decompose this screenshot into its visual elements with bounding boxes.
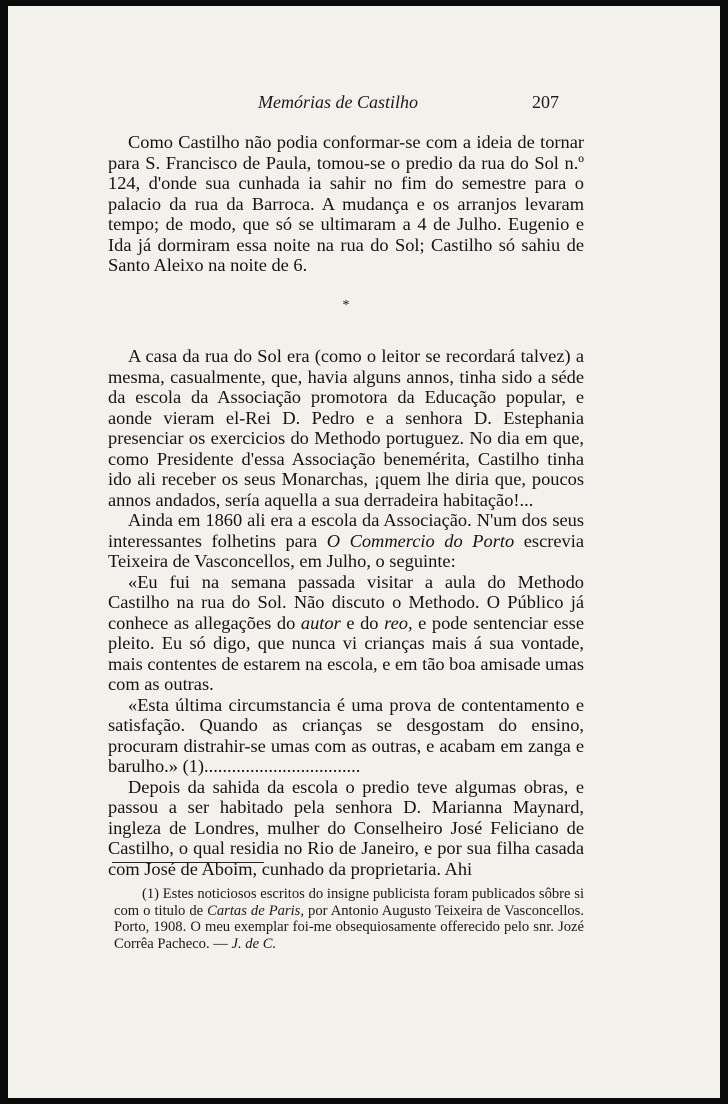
paragraph-1: Como Castilho não podia conformar-se com a ideia de tornar para S. Francisco de Paula, tomou-se o predio da rua do Sol n.º 124, d'onde sua cunhada ia sahir no fim do semestre para o palacio da rua da Barroca. A mudança e os arranjos levaram tempo; de modo, que só se ultimaram a 4 de Julho. Eugenio e Ida já dormiram essa noite na rua do Sol; Castilho só sahiu de Santo Aleixo na noite de 6.	[108, 132, 584, 275]
page-header	[8, 92, 720, 116]
footnote-text-end: por Antonio Augusto Teixeira de Vasconcellos. Porto, 1908. O meu exemplar foi-me obsequiosamente offerecido pelo snr. Jozé Corrêa Pacheco. —	[114, 902, 584, 952]
body-text	[108, 132, 584, 879]
paragraph-4-text-end: e pode sentenciar esse pleito. Eu só digo, que nunca vi crianças mais á sua vontade, mais contentes de estarem na escola, e em tão boa amisade umas com as outras.	[108, 612, 585, 694]
footnote-book-title: Cartas de Paris,	[207, 902, 304, 919]
italic-reo: reo,	[384, 612, 413, 633]
footnote	[114, 886, 584, 952]
paragraph-6: Depois da sahida da escola o predio teve algumas obras, e passou a ser habitado pela senhora D. Marianna Maynard, ingleza de Londres, mulher do Conselheiro José Feliciano de Castilho, o qual residia no Rio de Janeiro, e por sua filha casada com José de Aboim, cunhado da proprietaria. Ahi	[108, 776, 584, 879]
paragraph-4-text: «Eu fui na semana passada visitar a aula do Methodo Castilho na rua do Sol. Não discuto o Methodo. O Público já conhece as allegações do	[108, 571, 584, 633]
paragraph-5: «Esta última circumstancia é uma prova de contentamento e satisfação. Quando as crianças se desgostam do ensino, procuram distrahir-se umas com as outras, e acabam em zanga e barulho.» (1)..................................	[108, 694, 584, 776]
paragraph-4	[108, 572, 584, 695]
footnote-rule	[112, 862, 264, 863]
book-page	[8, 6, 720, 1098]
newspaper-title: O Commercio do Porto	[326, 530, 515, 551]
footnote-signature: J. de C.	[231, 935, 277, 952]
paragraph-3	[108, 510, 584, 572]
italic-autor: autor	[300, 612, 341, 633]
paragraph-2: A casa da rua do Sol era (como o leitor se recordará talvez) a mesma, casualmente, que, havia alguns annos, tinha sido a séde da escola da Associação promotora da Educação popular, e aonde vieram el-Rei D. Pedro e a senhora D. Estephania presenciar os exercicios do Methodo portuguez. No dia em que, como Presidente d'essa Associação benemérita, Castilho tinha ido ali receber os seus Monarchas, ¡quem lhe diria que, poucos annos andados, sería aquella a sua derradeira habitação!...	[108, 346, 584, 510]
paragraph-4-text-mid: e do	[340, 612, 385, 633]
footnote-text: (1) Estes noticiosos escritos do insigne publicista foram publicados sôbre si com o titulo de	[114, 886, 584, 919]
paragraph-3-text: Ainda em 1860 ali era a escola da Associação. N'um dos seus interessantes folhetins para	[108, 510, 584, 551]
running-title: Memórias de Castilho	[258, 92, 418, 112]
section-separator: *	[342, 297, 350, 313]
paragraph-3-text-end: escrevia Teixeira de Vasconcellos, em Julho, o seguinte:	[108, 530, 585, 571]
page-number: 207	[532, 92, 559, 112]
